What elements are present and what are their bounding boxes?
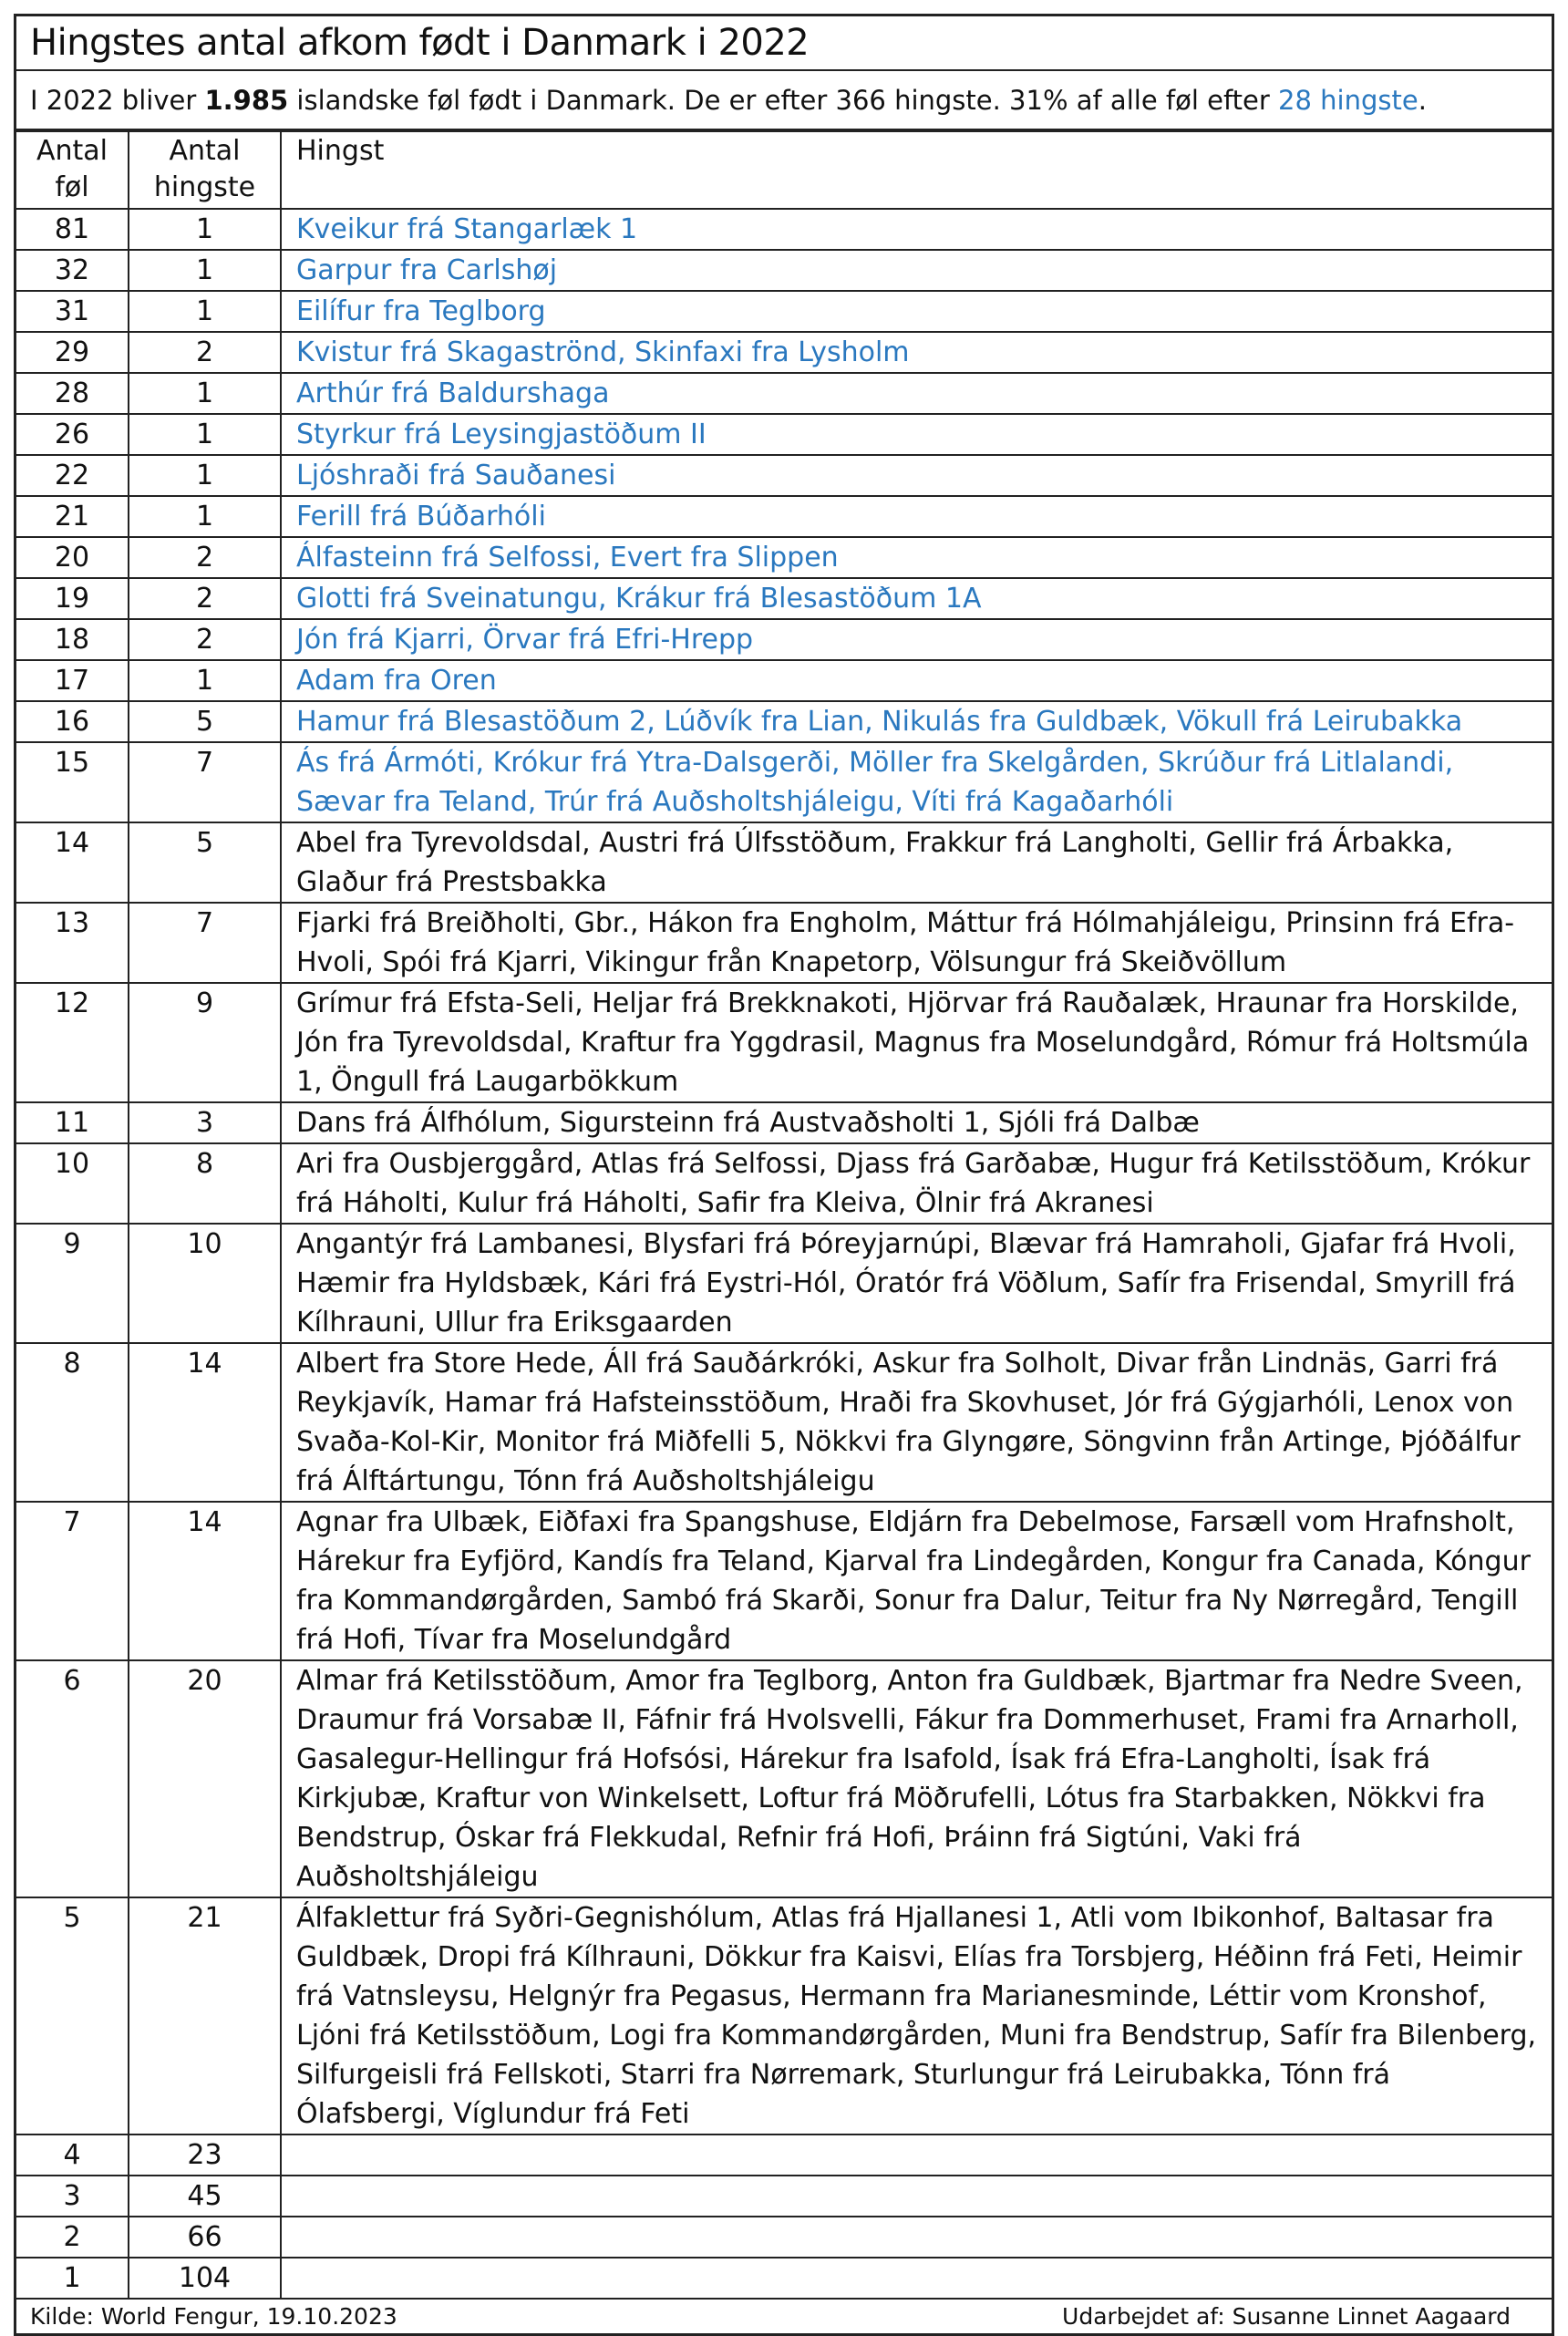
- header-antal-hingste-line1: Antal: [169, 135, 241, 167]
- stallion-count-cell: 9: [129, 983, 281, 1102]
- table-row: [16, 209, 1552, 250]
- stallion-count-cell: 3: [129, 1102, 281, 1143]
- table-row: [16, 701, 1552, 742]
- foal-count-cell: 14: [16, 822, 129, 903]
- stallion-count-cell: 14: [129, 1502, 281, 1660]
- table-row: [16, 1343, 1552, 1502]
- stallion-count-cell: 5: [129, 822, 281, 903]
- intro-text-1: I 2022 bliver: [30, 84, 205, 116]
- stallion-count-cell: 1: [129, 496, 281, 537]
- header-antal-fol: [16, 131, 129, 209]
- table-row: [16, 414, 1552, 455]
- stallion-names-link[interactable]: Arthúr frá Baldurshaga: [281, 373, 1552, 414]
- stallion-count-cell: 21: [129, 1897, 281, 2134]
- stallion-names-cell: [281, 2217, 1552, 2258]
- table-row: [16, 373, 1552, 414]
- foal-count-cell: 28: [16, 373, 129, 414]
- stallion-names-cell: Fjarki frá Breiðholti, Gbr., Hákon fra Engholm, Máttur frá Hólmahjáleigu, Prinsinn frá Efra-Hvoli, Spói frá Kjarri, Vikingur från Knapetorp, Völsungur frá Skeiðvöllum: [281, 903, 1552, 983]
- stallion-names-cell: [281, 2176, 1552, 2217]
- foal-count-cell: 10: [16, 1143, 129, 1224]
- foal-count-cell: 19: [16, 578, 129, 619]
- table-row: [16, 291, 1552, 332]
- foal-count-cell: 6: [16, 1660, 129, 1897]
- stallion-count-cell: 1: [129, 291, 281, 332]
- stallion-count-cell: 1: [129, 414, 281, 455]
- stallion-names-link[interactable]: Kvistur frá Skagaströnd, Skinfaxi fra Lysholm: [281, 332, 1552, 373]
- foal-count-cell: 26: [16, 414, 129, 455]
- foal-count-cell: 29: [16, 332, 129, 373]
- table-row: [16, 1897, 1552, 2134]
- document-sheet: [14, 14, 1554, 2336]
- stallion-names-link[interactable]: Ás frá Ármóti, Krókur frá Ytra-Dalsgerði, Möller fra Skelgården, Skrúður frá Litlalandi, Sævar fra Teland, Trúr frá Auðsholtshjáleigu, Víti frá Kagaðarhóli: [281, 742, 1552, 822]
- intro-text-3: .: [1418, 84, 1427, 116]
- stallion-names-cell: Almar frá Ketilsstöðum, Amor fra Teglborg, Anton fra Guldbæk, Bjartmar fra Nedre Sveen, Draumur frá Vorsabæ II, Fáfnir frá Hvolsvelli, Fákur fra Dommerhuset, Frami fra Arnarholl, Gasalegur-Hellingur frá Hofsósi, Hárekur fra Isafold, Ísak frá Efra-Langholti, Ísak frá Kirkjubæ, Kraftur von Winkelsett, Loftur frá Möðrufelli, Lótus fra Starbakken, Nökkvi fra Bendstrup, Óskar frá Flekkudal, Refnir frá Hofi, Þráinn frá Sigtúni, Vaki frá Auðsholtshjáleigu: [281, 1660, 1552, 1897]
- header-antal-hingste: [129, 131, 281, 209]
- header-hingst: Hingst: [281, 131, 1552, 209]
- table-row: [16, 1660, 1552, 1897]
- stallion-count-cell: 7: [129, 742, 281, 822]
- stallion-names-cell: Dans frá Álfhólum, Sigursteinn frá Austvaðsholti 1, Sjóli frá Dalbæ: [281, 1102, 1552, 1143]
- stallion-count-cell: 1: [129, 209, 281, 250]
- table-row: [16, 455, 1552, 496]
- intro-link-28-stallions[interactable]: 28 hingste: [1278, 84, 1418, 116]
- stallion-names-link[interactable]: Garpur fra Carlshøj: [281, 250, 1552, 291]
- stallion-count-cell: 10: [129, 1224, 281, 1343]
- stallion-names-link[interactable]: Ferill frá Búðarhóli: [281, 496, 1552, 537]
- table-row: [16, 983, 1552, 1102]
- foal-count-cell: 12: [16, 983, 129, 1102]
- stallion-names-link[interactable]: Adam fra Oren: [281, 660, 1552, 701]
- table-row: [16, 2134, 1552, 2176]
- foal-count-cell: 18: [16, 619, 129, 660]
- foal-count-cell: 1: [16, 2258, 129, 2299]
- header-antal-fol-line2: føl: [55, 171, 89, 203]
- table-row: [16, 578, 1552, 619]
- table-header-row: [16, 131, 1552, 209]
- stallion-count-cell: 8: [129, 1143, 281, 1224]
- foal-count-cell: 81: [16, 209, 129, 250]
- foal-count-cell: 4: [16, 2134, 129, 2176]
- stallion-names-cell: [281, 2258, 1552, 2299]
- page-title: Hingstes antal afkom født i Danmark i 2022: [30, 22, 810, 64]
- stallion-count-cell: 1: [129, 455, 281, 496]
- stallion-names-cell: Agnar fra Ulbæk, Eiðfaxi fra Spangshuse, Eldjárn fra Debelmose, Farsæll vom Hrafnsholt, Hárekur fra Eyfjörd, Kandís fra Teland, Kjarval fra Lindegården, Kongur fra Canada, Kóngur fra Kommandørgården, Sambó frá Skarði, Sonur fra Dalur, Teitur fra Ny Nørregård, Tengill frá Hofi, Tívar fra Moselundgård: [281, 1502, 1552, 1660]
- stallion-names-link[interactable]: Hamur frá Blesastöðum 2, Lúðvík fra Lian, Nikulás fra Guldbæk, Vökull frá Leirubakka: [281, 701, 1552, 742]
- table-row: [16, 1502, 1552, 1660]
- header-antal-fol-line1: Antal: [36, 135, 108, 167]
- foal-count-cell: 21: [16, 496, 129, 537]
- stallion-names-cell: [281, 2134, 1552, 2176]
- stallion-names-cell: Abel fra Tyrevoldsdal, Austri frá Úlfsstöðum, Frakkur frá Langholti, Gellir frá Árbakka, Glaður frá Prestsbakka: [281, 822, 1552, 903]
- table-row: [16, 1143, 1552, 1224]
- stallion-count-cell: 23: [129, 2134, 281, 2176]
- foal-count-cell: 13: [16, 903, 129, 983]
- stallion-names-cell: Albert fra Store Hede, Áll frá Sauðárkróki, Askur fra Solholt, Divar från Lindnäs, Garri frá Reykjavík, Hamar frá Hafsteinsstöðum, Hraði fra Skovhuset, Jór frá Gýgjarhóli, Lenox von Svaða-Kol-Kir, Monitor frá Miðfelli 5, Nökkvi fra Glyngøre, Söngvinn från Artinge, Þjóðálfur frá Álftártungu, Tónn frá Auðsholtshjáleigu: [281, 1343, 1552, 1502]
- table-row: [16, 822, 1552, 903]
- footer-author: Udarbejdet af: Susanne Linnet Aagaard: [1062, 2303, 1511, 2330]
- foal-count-cell: 8: [16, 1343, 129, 1502]
- foal-count-cell: 17: [16, 660, 129, 701]
- stallion-names-cell: Grímur frá Efsta-Seli, Heljar frá Brekknakoti, Hjörvar frá Rauðalæk, Hraunar fra Horskilde, Jón fra Tyrevoldsdal, Kraftur fra Yggdrasil, Magnus fra Moselundgård, Rómur frá Holtsmúla 1, Öngull frá Laugarbökkum: [281, 983, 1552, 1102]
- table-row: [16, 1102, 1552, 1143]
- stallion-count-cell: 2: [129, 332, 281, 373]
- stallion-names-cell: Angantýr frá Lambanesi, Blysfari frá Þóreyjarnúpi, Blævar frá Hamraholi, Gjafar frá Hvoli, Hæmir fra Hyldsbæk, Kári frá Eystri-Hól, Óratór frá Vöðlum, Safír fra Frisendal, Smyrill frá Kílhrauni, Ullur fra Eriksgaarden: [281, 1224, 1552, 1343]
- table-row: [16, 660, 1552, 701]
- stallion-table: [16, 130, 1552, 2300]
- intro-paragraph: [16, 71, 1552, 130]
- stallion-count-cell: 20: [129, 1660, 281, 1897]
- footer-source: Kilde: World Fengur, 19.10.2023: [30, 2303, 397, 2330]
- foal-count-cell: 15: [16, 742, 129, 822]
- intro-text-2: islandske føl født i Danmark. De er efter 366 hingste. 31% af alle føl efter: [288, 84, 1279, 116]
- foal-count-cell: 31: [16, 291, 129, 332]
- foal-count-cell: 7: [16, 1502, 129, 1660]
- title-row: [16, 16, 1552, 71]
- stallion-names-cell: Ari fra Ousbjerggård, Atlas frá Selfossi, Djass frá Garðabæ, Hugur frá Ketilsstöðum, Krókur frá Háholti, Kulur frá Háholti, Safir fra Kleiva, Ölnir frá Akranesi: [281, 1143, 1552, 1224]
- footer: [16, 2300, 1552, 2333]
- foal-count-cell: 22: [16, 455, 129, 496]
- stallion-count-cell: 66: [129, 2217, 281, 2258]
- table-row: [16, 537, 1552, 578]
- table-row: [16, 496, 1552, 537]
- table-row: [16, 2258, 1552, 2299]
- stallion-count-cell: 1: [129, 660, 281, 701]
- foal-count-cell: 32: [16, 250, 129, 291]
- stallion-count-cell: 2: [129, 619, 281, 660]
- table-row: [16, 250, 1552, 291]
- table-row: [16, 619, 1552, 660]
- stallion-count-cell: 45: [129, 2176, 281, 2217]
- stallion-count-cell: 14: [129, 1343, 281, 1502]
- intro-total-foals: 1.985: [204, 84, 289, 116]
- foal-count-cell: 2: [16, 2217, 129, 2258]
- stallion-count-cell: 104: [129, 2258, 281, 2299]
- foal-count-cell: 20: [16, 537, 129, 578]
- stallion-names-link[interactable]: Álfasteinn frá Selfossi, Evert fra Slippen: [281, 537, 1552, 578]
- table-row: [16, 332, 1552, 373]
- stallion-count-cell: 7: [129, 903, 281, 983]
- stallion-names-link[interactable]: Ljóshraði frá Sauðanesi: [281, 455, 1552, 496]
- stallion-count-cell: 5: [129, 701, 281, 742]
- stallion-names-link[interactable]: Glotti frá Sveinatungu, Krákur frá Blesastöðum 1A: [281, 578, 1552, 619]
- table-body: [16, 209, 1552, 2299]
- table-row: [16, 903, 1552, 983]
- stallion-count-cell: 1: [129, 373, 281, 414]
- stallion-names-link[interactable]: Jón frá Kjarri, Örvar frá Efri-Hrepp: [281, 619, 1552, 660]
- stallion-count-cell: 2: [129, 537, 281, 578]
- table-row: [16, 2176, 1552, 2217]
- stallion-names-link[interactable]: Kveikur frá Stangarlæk 1: [281, 209, 1552, 250]
- foal-count-cell: 11: [16, 1102, 129, 1143]
- table-row: [16, 2217, 1552, 2258]
- foal-count-cell: 5: [16, 1897, 129, 2134]
- stallion-count-cell: 1: [129, 250, 281, 291]
- foal-count-cell: 3: [16, 2176, 129, 2217]
- stallion-count-cell: 2: [129, 578, 281, 619]
- foal-count-cell: 9: [16, 1224, 129, 1343]
- stallion-names-cell: Álfaklettur frá Syðri-Gegnishólum, Atlas frá Hjallanesi 1, Atli vom Ibikonhof, Baltasar fra Guldbæk, Dropi frá Kílhrauni, Dökkur fra Kaisvi, Elías fra Torsbjerg, Héðinn frá Feti, Heimir frá Vatnsleysu, Helgnýr fra Pegasus, Hermann fra Marianesminde, Léttir vom Kronshof, Ljóni frá Ketilsstöðum, Logi fra Kommandørgården, Muni fra Bendstrup, Safír fra Bilenberg, Silfurgeisli frá Fellskoti, Starri fra Nørremark, Sturlungur frá Leirubakka, Tónn frá Ólafsbergi, Víglundur frá Feti: [281, 1897, 1552, 2134]
- table-row: [16, 1224, 1552, 1343]
- header-antal-hingste-line2: hingste: [153, 171, 256, 203]
- table-row: [16, 742, 1552, 822]
- stallion-names-link[interactable]: Eilífur fra Teglborg: [281, 291, 1552, 332]
- foal-count-cell: 16: [16, 701, 129, 742]
- stallion-names-link[interactable]: Styrkur frá Leysingjastöðum II: [281, 414, 1552, 455]
